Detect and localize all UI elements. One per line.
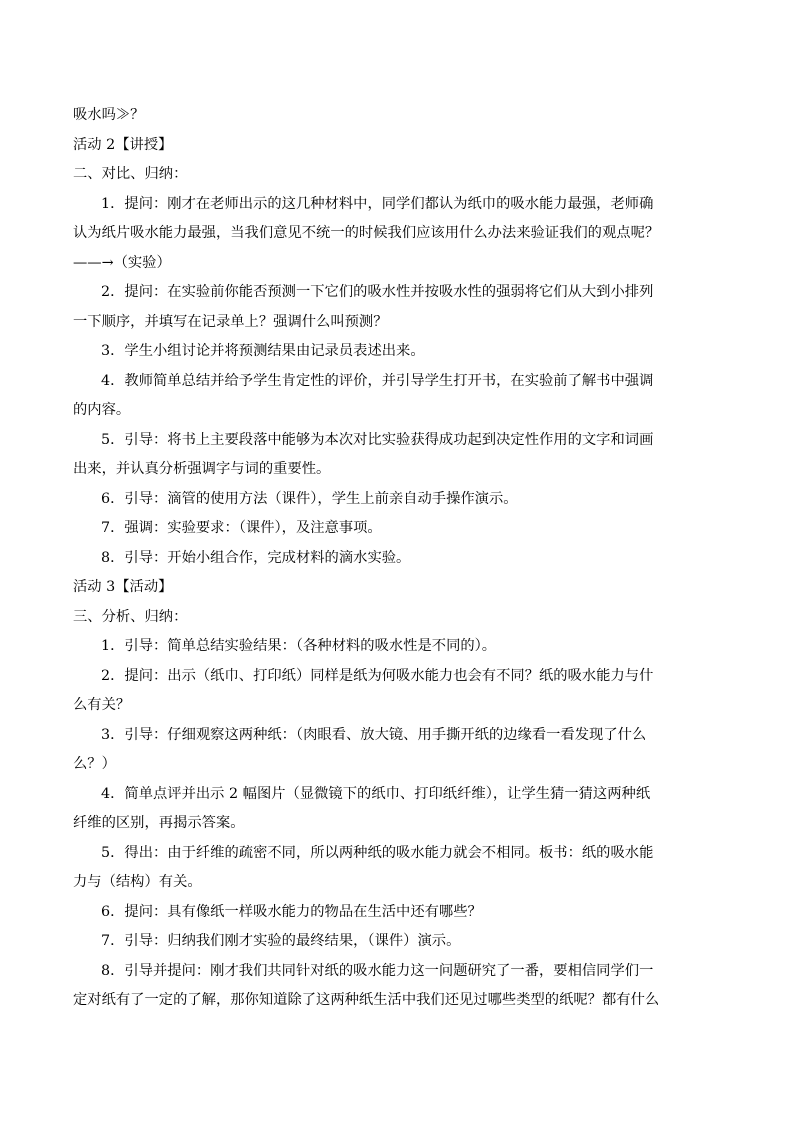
- list-item: 4．简单点评并出示 2 幅图片（显微镜下的纸巾、打印纸纤维），让学生猜一猜这两种纸: [101, 785, 651, 802]
- text-line: 认为纸片吸水能力最强，当我们意见不统一的时候我们应该用什么办法来验证我们的观点呢？: [73, 225, 660, 241]
- list-item: 1．引导：简单总结实验结果：（各种材料的吸水性是不同的）。: [101, 638, 497, 654]
- list-item: 2．提问：出示（纸巾、打印纸）同样是纸为何吸水能力也会有不同？纸的吸水能力与什: [101, 667, 654, 684]
- section-heading: 三、分析、归纳：: [73, 608, 188, 625]
- list-item: 3．引导：仔细观察这两种纸：（肉眼看、放大镜、用手撕开纸的边缘看一看发现了什么: [101, 726, 647, 743]
- list-item: 6．提问：具有像纸一样吸水能力的物品在生活中还有哪些？: [101, 903, 482, 920]
- activity-heading: 活动 3【活动】: [73, 579, 173, 595]
- list-item: 7．强调：实验要求：（课件），及注意事项。: [101, 520, 382, 536]
- activity-heading: 活动 2【讲授】: [73, 136, 173, 153]
- text-line: 么有关？: [73, 697, 131, 713]
- text-line: 一下顺序，并填写在记录单上？强调什么叫预测？: [73, 313, 388, 330]
- list-item: 4．教师简单总结并给予学生肯定性的评价，并引导学生打开书，在实验前了解书中强调: [101, 372, 654, 389]
- document-page: [73, 101, 725, 1016]
- list-item: 1．提问：刚才在老师出示的这几种材料中，同学们都认为纸巾的吸水能力最强，老师确: [101, 195, 654, 212]
- list-item: 6．引导：滴管的使用方法（课件），学生上前亲自动手操作演示。: [101, 490, 518, 507]
- text-line: 么？）: [73, 756, 116, 772]
- text-line: 出来，并认真分析强调字与词的重要性。: [73, 461, 331, 477]
- list-item: 2．提问：在实验前你能否预测一下它们的吸水性并按吸水性的强弱将它们从大到小排列: [101, 284, 654, 300]
- text-line: 定对纸有了一定的了解，那你知道除了这两种纸生活中我们还见过哪些类型的纸呢？都有什么: [73, 992, 660, 1008]
- list-item: 5．引导：将书上主要段落中能够为本次对比实验获得成功起到决定性作用的文字和词画: [101, 431, 654, 448]
- list-item: 3．学生小组讨论并将预测结果由记录员表述出来。: [101, 343, 425, 359]
- text-line: ——→（实验）: [73, 254, 171, 271]
- list-item: 5．得出：由于纤维的疏密不同，所以两种纸的吸水能力就会不相同。板书：纸的吸水能: [101, 844, 654, 861]
- text-line: 力与（结构）有关。: [73, 874, 202, 890]
- list-item: 7．引导：归纳我们刚才实验的最终结果，（课件）演示。: [101, 933, 461, 949]
- section-heading: 二、对比、归纳：: [73, 166, 188, 182]
- text-line: 的内容。: [73, 402, 131, 418]
- list-item: 8．引导：开始小组合作，完成材料的滴水实验。: [101, 549, 411, 566]
- list-item: 8．引导并提问：刚才我们共同针对纸的吸水能力这一问题研究了一番，要相信同学们一: [101, 962, 654, 979]
- text-line: 纤维的区别，再揭示答案。: [73, 815, 245, 831]
- text-line: 吸水吗≫？: [73, 107, 145, 123]
